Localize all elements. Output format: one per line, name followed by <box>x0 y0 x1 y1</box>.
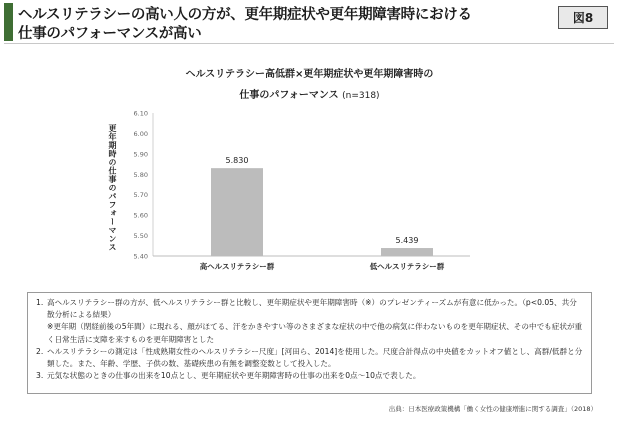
x-category-label: 高ヘルスリテラシー群 <box>199 262 275 271</box>
page-title-line-2: 仕事のパフォーマンスが高い <box>18 26 202 42</box>
note-text: ※更年期（閉経前後の5年間）に現れる、顔がほてる、汗をかきやすい等のさまざまな症状の中で他の病気に伴わないものを更年期症状、その中でも症状が重く日常生活に支障を来すものを更年期障害とした <box>47 322 583 344</box>
y-tick-label: 5.60 <box>133 211 148 220</box>
note-text: ヘルスリテラシーの測定は「性成熟期女性のヘルスリテラシー尺度」[河田ら、2014]を使用した。尺度合計得点の中央値をカットオフ値とし、高群/低群と分類した。また、年齢、学歴、子供の数、基礎疾患の有無を調整変数として投入した。 <box>47 346 583 369</box>
chart-title-text: 仕事のパフォーマンス <box>239 90 339 101</box>
note-text: 元気な状態のときの仕事の出来を10点とし、更年期症状や更年期障害時の仕事の出来を0点〜10点で表した。 <box>47 371 421 381</box>
y-tick-label: 5.70 <box>133 191 148 200</box>
note-number: 3. <box>36 371 44 381</box>
note-number: 1. <box>36 298 44 307</box>
source-citation: 出典：日本医療政策機構「働く女性の健康増進に関する調査」（2018） <box>388 405 597 413</box>
note-1-footnote <box>36 321 583 345</box>
bar <box>211 168 263 256</box>
bar-value-label: 5.439 <box>395 236 419 246</box>
figure-label-badge: 図8 <box>558 6 608 29</box>
note-text: 高ヘルスリテラシー群の方が、低ヘルスリテラシー群と比較し、更年期症状や更年期障害時（※）のプレゼンティーズムが有意に低かった。（p<0.05、共分散分析による結果） <box>47 298 577 320</box>
chart-sample-size: (n=318) <box>342 91 380 101</box>
note-number: 2. <box>36 346 44 356</box>
bar <box>381 248 433 256</box>
y-tick-label: 6.10 <box>133 109 148 118</box>
y-tick-label: 5.90 <box>133 150 148 159</box>
page-title-line-1: ヘルスリテラシーの高い人の方が、更年期症状や更年期障害時における <box>18 7 472 23</box>
note-number <box>36 321 47 345</box>
bar-value-label: 5.830 <box>225 156 249 166</box>
y-tick-label: 5.50 <box>133 232 148 241</box>
note-1 <box>36 297 583 321</box>
chart-y-axis-label: 更年期時の仕事のパフォーマンス <box>108 124 117 252</box>
notes-box <box>27 292 592 394</box>
note-2 <box>36 346 583 370</box>
x-category-label: 低ヘルスリテラシー群 <box>369 262 445 271</box>
y-tick-label: 5.40 <box>133 252 148 261</box>
y-tick-label: 6.00 <box>133 129 148 138</box>
chart-title-line-1: ヘルスリテラシー高低群×更年期症状や更年期障害時の <box>185 69 434 80</box>
y-tick-label: 5.80 <box>133 170 148 179</box>
note-3 <box>36 370 583 382</box>
